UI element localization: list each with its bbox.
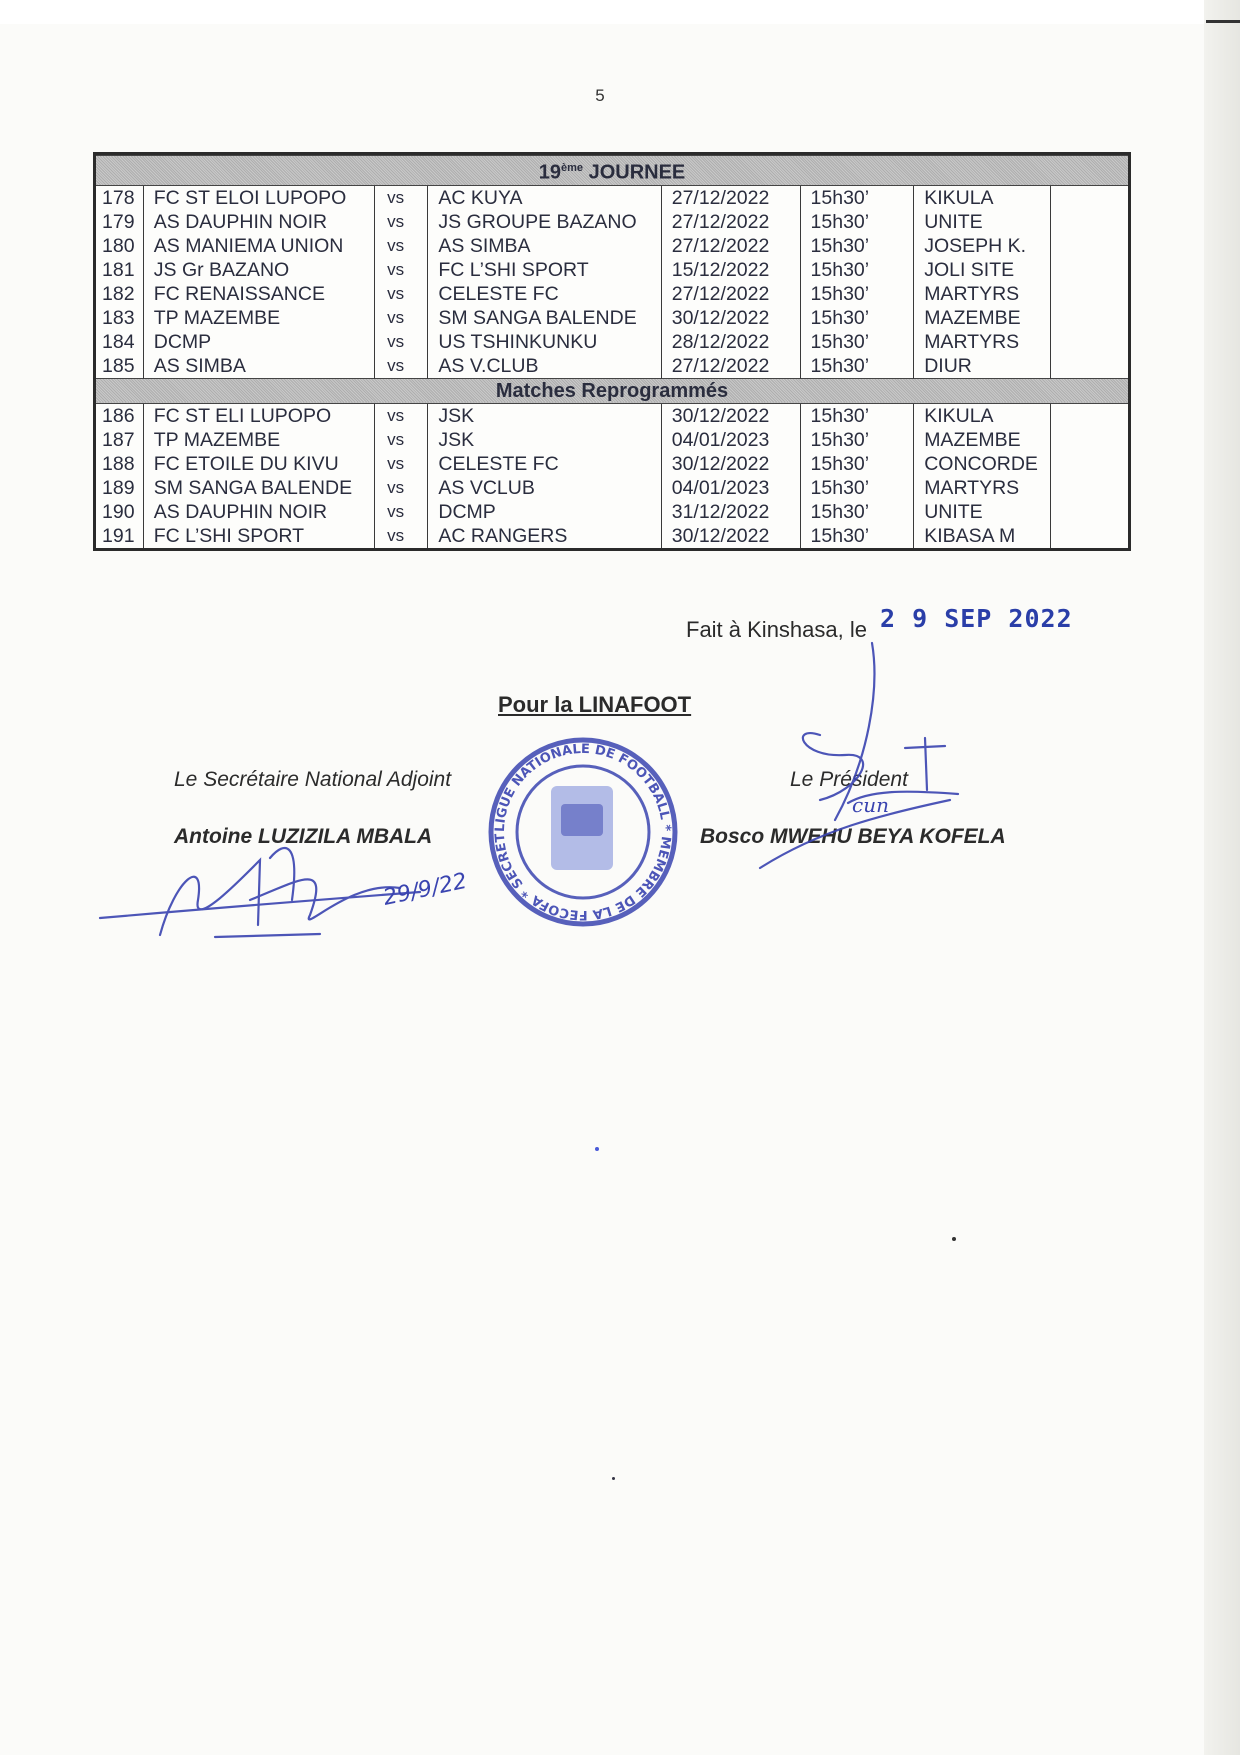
away-team: DCMP — [428, 500, 661, 524]
kickoff-time: 15h30’ — [800, 476, 914, 500]
away-team: US TSHINKUNKU — [428, 330, 661, 354]
home-team: AS DAUPHIN NOIR — [143, 210, 374, 234]
versus-label: vs — [375, 354, 428, 379]
page-number: 5 — [595, 86, 605, 105]
kickoff-time: 15h30’ — [800, 306, 914, 330]
away-team: AC RANGERS — [428, 524, 661, 548]
match-number: 190 — [102, 500, 135, 523]
versus-label: vs — [375, 185, 428, 210]
match-date: 30/12/2022 — [661, 524, 800, 548]
match-number: 189 — [102, 476, 135, 499]
home-team: SM SANGA BALENDE — [143, 476, 374, 500]
match-number: 187 — [102, 428, 135, 451]
versus-label: vs — [375, 330, 428, 354]
match-date: 30/12/2022 — [661, 403, 800, 428]
kickoff-time: 15h30’ — [800, 428, 914, 452]
match-number: 179 — [102, 210, 135, 233]
scan-speck — [612, 1477, 615, 1480]
kickoff-time: 15h30’ — [800, 234, 914, 258]
seal-text: LIGUE NATIONALE DE FOOTBALL * MEMBRE DE LA FECOFA * SECRET — [492, 741, 674, 923]
home-team: AS SIMBA — [143, 354, 374, 379]
section-title-superscript: ème — [560, 162, 584, 174]
versus-label: vs — [375, 210, 428, 234]
away-team: CELESTE FC — [428, 452, 661, 476]
match-date: 27/12/2022 — [661, 282, 800, 306]
kickoff-time: 15h30’ — [800, 500, 914, 524]
section-title-text: Matches Reprogrammés — [495, 379, 729, 402]
president-name: Bosco MWEHU BEYA KOFELA — [700, 825, 1006, 848]
home-team: TP MAZEMBE — [143, 428, 374, 452]
away-team: AS SIMBA — [428, 234, 661, 258]
away-team: SM SANGA BALENDE — [428, 306, 661, 330]
signature-paraph: cun — [852, 793, 889, 817]
versus-label: vs — [375, 258, 428, 282]
venue: JOLI SITE — [914, 258, 1051, 282]
away-team: AS V.CLUB — [428, 354, 661, 379]
match-number: 182 — [102, 282, 135, 305]
match-number: 178 — [102, 186, 135, 209]
scan-speck — [595, 1147, 599, 1151]
home-team: JS Gr BAZANO — [143, 258, 374, 282]
official-seal — [491, 740, 675, 924]
match-date: 27/12/2022 — [661, 234, 800, 258]
away-team: JSK — [428, 403, 661, 428]
venue: MARTYRS — [914, 282, 1051, 306]
away-team: CELESTE FC — [428, 282, 661, 306]
president-title: Le Président — [790, 768, 908, 791]
venue: DIUR — [914, 354, 1051, 379]
venue: MARTYRS — [914, 476, 1051, 500]
home-team: AS DAUPHIN NOIR — [143, 500, 374, 524]
section-title-rest: JOURNEE — [583, 161, 686, 184]
match-number: 191 — [102, 524, 135, 547]
match-number: 185 — [102, 354, 135, 377]
venue: KIKULA — [914, 403, 1051, 428]
match-date: 31/12/2022 — [661, 500, 800, 524]
scan-speck — [952, 1237, 956, 1241]
president-signature — [760, 643, 958, 868]
venue: CONCORDE — [914, 452, 1051, 476]
venue: MAZEMBE — [914, 306, 1051, 330]
versus-label: vs — [375, 234, 428, 258]
home-team: TP MAZEMBE — [143, 306, 374, 330]
away-team: FC L’SHI SPORT — [428, 258, 661, 282]
match-number: 183 — [102, 306, 135, 329]
away-team: JS GROUPE BAZANO — [428, 210, 661, 234]
kickoff-time: 15h30’ — [800, 524, 914, 548]
versus-label: vs — [375, 403, 428, 428]
match-date: 04/01/2023 — [661, 476, 800, 500]
match-date: 30/12/2022 — [661, 306, 800, 330]
match-date: 27/12/2022 — [661, 185, 800, 210]
venue: UNITE — [914, 210, 1051, 234]
away-team: AC KUYA — [428, 185, 661, 210]
kickoff-time: 15h30’ — [800, 282, 914, 306]
away-team: AS VCLUB — [428, 476, 661, 500]
home-team: FC ST ELOI LUPOPO — [143, 185, 374, 210]
kickoff-time: 15h30’ — [800, 330, 914, 354]
match-date: 27/12/2022 — [661, 354, 800, 379]
match-date: 27/12/2022 — [661, 210, 800, 234]
venue: KIKULA — [914, 185, 1051, 210]
kickoff-time: 15h30’ — [800, 258, 914, 282]
match-date: 28/12/2022 — [661, 330, 800, 354]
venue: KIBASA M — [914, 524, 1051, 548]
versus-label: vs — [375, 524, 428, 548]
kickoff-time: 15h30’ — [800, 185, 914, 210]
versus-label: vs — [375, 428, 428, 452]
venue: JOSEPH K. — [914, 234, 1051, 258]
match-date: 15/12/2022 — [661, 258, 800, 282]
match-number: 181 — [102, 258, 135, 281]
match-number: 186 — [102, 404, 135, 427]
home-team: FC RENAISSANCE — [143, 282, 374, 306]
venue: MAZEMBE — [914, 428, 1051, 452]
away-team: JSK — [428, 428, 661, 452]
home-team: FC L’SHI SPORT — [143, 524, 374, 548]
match-date: 30/12/2022 — [661, 452, 800, 476]
kickoff-time: 15h30’ — [800, 354, 914, 379]
versus-label: vs — [375, 500, 428, 524]
deputy-secretary-signature — [100, 848, 420, 937]
deputy-secretary-title: Le Secrétaire National Adjoint — [174, 768, 452, 791]
versus-label: vs — [375, 306, 428, 330]
venue: UNITE — [914, 500, 1051, 524]
kickoff-time: 15h30’ — [800, 210, 914, 234]
home-team: FC ST ELI LUPOPO — [143, 403, 374, 428]
home-team: AS MANIEMA UNION — [143, 234, 374, 258]
match-date: 04/01/2023 — [661, 428, 800, 452]
match-number: 188 — [102, 452, 135, 475]
versus-label: vs — [375, 452, 428, 476]
date-stamp: 2 9 SEP 2022 — [880, 604, 1073, 633]
versus-label: vs — [375, 282, 428, 306]
signature-annotation: 29/9/22 — [381, 868, 470, 911]
versus-label: vs — [375, 476, 428, 500]
home-team: FC ETOILE DU KIVU — [143, 452, 374, 476]
match-number: 180 — [102, 234, 135, 257]
deputy-secretary-name: Antoine LUZIZILA MBALA — [174, 825, 433, 848]
section-title-text: 19 — [538, 161, 561, 184]
home-team: DCMP — [143, 330, 374, 354]
kickoff-time: 15h30’ — [800, 403, 914, 428]
org-heading: Pour la LINAFOOT — [498, 692, 692, 717]
venue: MARTYRS — [914, 330, 1051, 354]
kickoff-time: 15h30’ — [800, 452, 914, 476]
place-line: Fait à Kinshasa, le — [686, 617, 867, 642]
match-number: 184 — [102, 330, 135, 353]
